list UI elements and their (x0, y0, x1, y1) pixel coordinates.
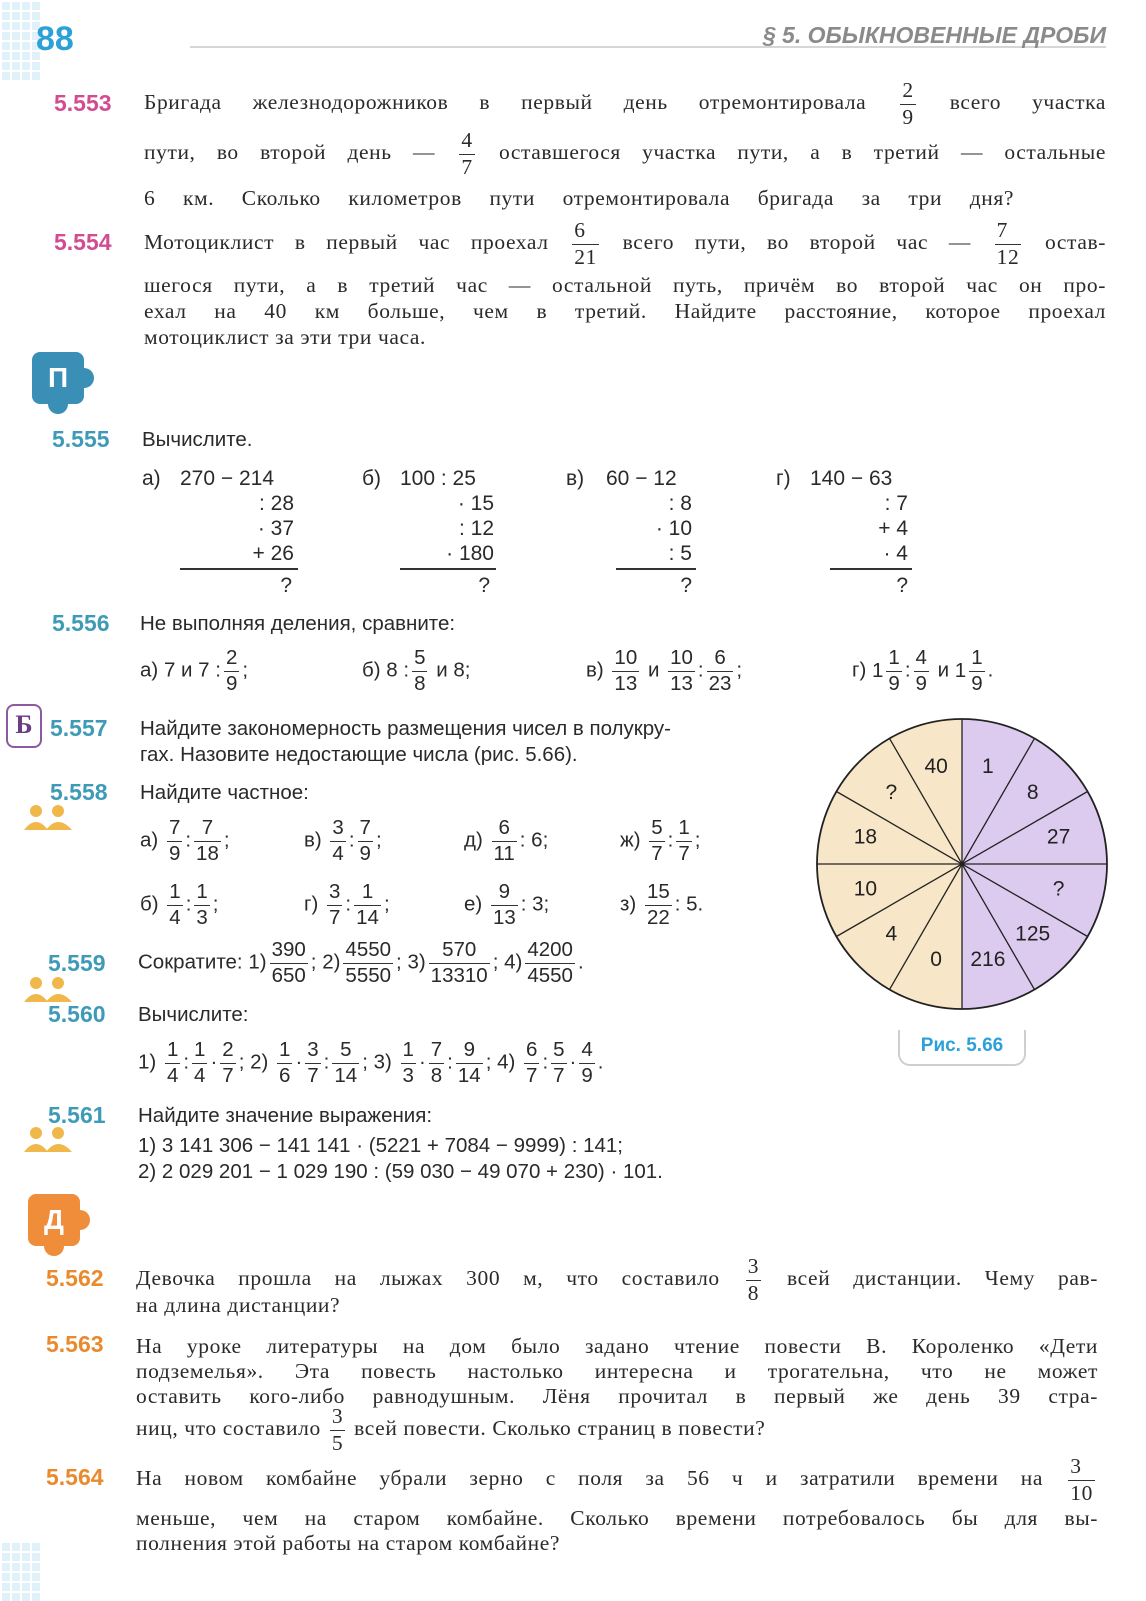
problem-5563-line1: На уроке литературы на дом было задано чтение повести В. Короленко «Дети (136, 1334, 1098, 1358)
problem-5558-zh: ж) $\frac{5}{7}$ : $\frac{1}{7}$ ; (620, 816, 701, 865)
badge-b-icon: Б (6, 704, 42, 748)
puzzle-d-icon: Д (28, 1194, 80, 1246)
problem-5560-line: 1) $\frac{1}{4}$ : $\frac{1}{4}$ · $\frac{2}{7}$ ; 2) $\frac{1}{6}$ · $\frac{3}{7}$ : $\frac{5}{14}$ ; 3) $\frac{1}{3}$ · $\frac{7}{8}$ : $\frac{9}{14}$ ; 4) $\frac{6}{7}$ : $\frac{5}{7}$ · $\frac{4}{9}$ . (138, 1038, 604, 1087)
problem-5556-v: в) $\frac{10}{13}$ и $\frac{10}{13}$ : $\frac{6}{23}$ ; (586, 646, 743, 695)
problem-number-5554: 5.554 (54, 229, 112, 255)
problem-number-5557: 5.557 (50, 715, 108, 741)
column-operation-a: а) 270 − 214 : 28 · 37 + 26 ? (142, 466, 302, 596)
left-sector-number: 0 (930, 948, 942, 972)
problem-5563-line2: подземелья». Эта повесть настолько интересна и трогательна, что не может (136, 1359, 1098, 1383)
section-title: § 5. ОБЫКНОВЕННЫЕ ДРОБИ (762, 22, 1106, 48)
problem-5554-line2: шегося пути, а в третий час — остальной путь, причём во второй час он про- (144, 273, 1106, 297)
problem-5553-line3: 6 км. Сколько километров пути отремонтировала бригада за три дня? (144, 186, 1014, 210)
problem-5561-line2: 2) 2 029 201 − 1 029 190 : (59 030 − 49 070 + 230) · 101. (138, 1160, 663, 1183)
fraction: $\frac{2}{9}$ (902, 78, 914, 129)
problem-number-5560: 5.560 (48, 1001, 106, 1027)
left-sector-number: ? (885, 780, 898, 804)
problem-5559-line: Сократите: 1) $\frac{390}{650}$ ; 2) $\frac{4550}{5550}$ ; 3) $\frac{570}{13310}$ ; 4) $\frac{4200}{4550}$ . (138, 938, 584, 987)
column-operation-v: в) 60 − 12 : 8 · 10 : 5 ? (566, 466, 700, 596)
left-sector-number: 40 (924, 754, 948, 778)
problem-5558-g: г) $\frac{3}{7}$ : $\frac{1}{14}$ ; (304, 880, 390, 929)
problem-5558-title: Найдите частное: (140, 781, 309, 804)
figure-5-66-circle (812, 714, 1112, 1014)
corner-decoration-bottom (0, 1541, 40, 1601)
left-sector-number: 4 (885, 922, 898, 946)
problem-5558-v: в) $\frac{3}{4}$ : $\frac{7}{9}$ ; (304, 816, 382, 865)
problem-5556-title: Не выполняя деления, сравните: (140, 612, 456, 635)
problem-5558-a: а) $\frac{7}{9}$ : $\frac{7}{18}$ ; (140, 816, 230, 865)
right-sector-number: 1 (982, 754, 994, 778)
left-sector-number: 10 (853, 877, 878, 901)
problem-number-5559: 5.559 (48, 950, 106, 976)
problem-5558-d: д) $\frac{6}{11}$ : 6; (464, 816, 549, 865)
problem-number-5563: 5.563 (46, 1331, 104, 1357)
problem-number-5556: 5.556 (52, 610, 110, 636)
problem-5561-line1: 1) 3 141 306 − 141 141 · (5221 + 7084 − 9999) : 141; (138, 1134, 623, 1157)
left-sector-number: 18 (853, 825, 878, 849)
problem-5554-line3: ехал на 40 км больше, чем в третий. Найдите расстояние, которое проехал (144, 299, 1106, 323)
puzzle-p-icon: П (32, 352, 84, 404)
problem-number-5562: 5.562 (46, 1265, 104, 1291)
problem-5558-b: б) $\frac{1}{4}$ : $\frac{1}{3}$ ; (140, 880, 219, 929)
problem-number-5553: 5.553 (54, 90, 112, 116)
right-sector-number: ? (1052, 877, 1065, 901)
problem-5554-line4: мотоциклист за эти три часа. (144, 325, 427, 349)
group-work-icon (22, 1126, 74, 1152)
problem-5563-line3: оставить кого-либо равнодушным. Лёня прочитал в первый же день 39 стра- (136, 1384, 1098, 1408)
right-sector-number: 216 (970, 948, 1006, 972)
fraction: $\frac{7}{12}$ (996, 218, 1020, 269)
problem-5553-line2: пути, во второй день — $\frac{4}{7}$ оставшегося участка пути, а в третий — остальные (144, 128, 1106, 179)
problem-5557-line2: гах. Назовите недостающие числа (рис. 5.66). (140, 743, 578, 766)
problem-5556-a: а) 7 и 7 : $\frac{2}{9}$ ; (140, 646, 249, 695)
problem-5553-line1: Бригада железнодорожников в первый день отремонтировала $\frac{2}{9}$ всего участка (144, 78, 1106, 129)
problem-5560-title: Вычислите: (138, 1003, 249, 1026)
problem-5557-line1: Найдите закономерность размещения чисел в полукру- (140, 717, 671, 740)
right-sector-number: 125 (1015, 922, 1051, 946)
problem-5555-title: Вычислите. (142, 428, 253, 451)
problem-5556-g: г) 1 $\frac{1}{9}$ : $\frac{4}{9}$ и 1 $\frac{1}{9}$ . (852, 646, 994, 695)
column-operation-b: б) 100 : 25 · 15 : 12 · 180 ? (362, 467, 494, 597)
problem-5558-z: з) $\frac{15}{22}$ : 5. (620, 880, 704, 929)
page-number: 88 (36, 20, 74, 58)
problem-5564-line2: меньше, чем на старом комбайне. Сколько времени потребовалось бы для вы- (136, 1506, 1098, 1530)
fraction: $\frac{6}{21}$ (574, 218, 597, 269)
problem-5564-line3: полнения этой работы на старом комбайне? (136, 1531, 561, 1555)
problem-5558-e: е) $\frac{9}{13}$ : 3; (464, 880, 550, 929)
group-work-icon (22, 804, 74, 830)
problem-5563-line4: ниц, что составило $\frac{3}{5}$ всей повести. Сколько страниц в повести? (136, 1404, 766, 1455)
problem-5554-line1: Мотоциклист в первый час проехал $\frac{6}{21}$ всего пути, во второй час — $\frac{7}{12}$ остав- (144, 218, 1106, 269)
problem-number-5558: 5.558 (50, 779, 108, 805)
fraction: $\frac{4}{7}$ (461, 128, 473, 179)
problem-5556-b: б) 8 : $\frac{5}{8}$ и 8; (362, 646, 471, 695)
figure-caption: Рис. 5.66 (898, 1030, 1026, 1066)
problem-5561-title: Найдите значение выражения: (138, 1104, 433, 1127)
problem-number-5564: 5.564 (46, 1464, 104, 1490)
column-operation-g: г) 140 − 63 : 7 + 4 · 4 ? (776, 466, 916, 596)
problem-number-5555: 5.555 (52, 426, 110, 452)
group-work-icon (22, 976, 74, 1002)
corner-decoration (0, 0, 40, 80)
problem-5562-line2: на длина дистанции? (136, 1293, 341, 1317)
right-sector-number: 27 (1046, 825, 1071, 849)
problem-5564-line1: На новом комбайне убрали зерно с поля за 56 ч и затратили времени на $\frac{3}{10}$ (136, 1454, 1093, 1505)
right-sector-number: 8 (1026, 780, 1039, 804)
problem-number-5561: 5.561 (48, 1102, 106, 1128)
problem-5562-line1: Девочка прошла на лыжах 300 м, что составило $\frac{3}{8}$ всей дистанции. Чему рав- (136, 1254, 1098, 1305)
